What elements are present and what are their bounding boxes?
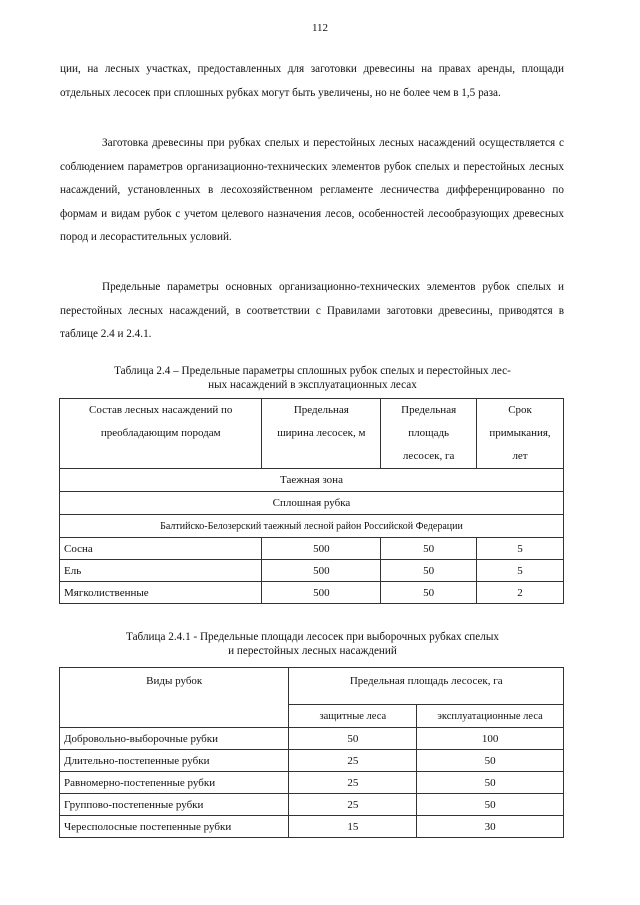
table2-caption-line2: и перестойных лесных насаждений bbox=[228, 645, 397, 657]
header-line: площадь bbox=[408, 427, 450, 439]
cut-kind-cell: Добровольно-выборочные рубки bbox=[60, 728, 289, 750]
header-line: Предельная bbox=[293, 404, 349, 416]
species-cell: Ель bbox=[60, 560, 262, 582]
paragraph-2: Заготовка древесины при рубках спелых и перестойных лесных насаждений осуществляется с соблюдением параметров организационно-технических элементов рубок спелых и перестойных лесных насаждений, установленных в лесохозяйственном регламенте лесничества дифференцированно по формам и видам рубок с учетом целевого назначения лесов, особенностей лесообразующих древесных пород и лесорастительных условий. bbox=[60, 137, 564, 243]
table-row bbox=[60, 582, 564, 604]
operational-cell: 50 bbox=[417, 750, 564, 772]
adjacency-cell: 5 bbox=[477, 538, 564, 560]
table1-header-row bbox=[60, 399, 564, 469]
species-cell: Сосна bbox=[60, 538, 262, 560]
header-line: преобладающим породам bbox=[100, 427, 221, 439]
table1-header-area bbox=[381, 399, 477, 469]
cut-type-row bbox=[60, 492, 564, 515]
width-cell: 500 bbox=[262, 538, 381, 560]
table-row bbox=[60, 794, 564, 816]
table2-header-operational: эксплуатационные леса bbox=[417, 705, 564, 728]
area-cell: 50 bbox=[381, 582, 477, 604]
protective-cell: 25 bbox=[289, 750, 417, 772]
protective-cell: 25 bbox=[289, 794, 417, 816]
area-cell: 50 bbox=[381, 538, 477, 560]
paragraph-3: Предельные параметры основных организационно-технических элементов рубок спелых и перестойных лесных насаждений, в соответствии с Правилами заготовки древесины, приводятся в таблице 2.4 и 2.4.1. bbox=[60, 281, 564, 340]
protective-cell: 50 bbox=[289, 728, 417, 750]
table-row bbox=[60, 728, 564, 750]
table1-caption bbox=[60, 364, 565, 392]
cut-kind-cell: Группово-постепенные рубки bbox=[60, 794, 289, 816]
header-line: лет bbox=[512, 450, 528, 462]
area-cell: 50 bbox=[381, 560, 477, 582]
width-cell: 500 bbox=[262, 582, 381, 604]
table2-caption-line1: Таблица 2.4.1 - Предельные площади лесосек при выборочных рубках спелых bbox=[126, 631, 499, 643]
page-number: 112 bbox=[311, 22, 329, 34]
zone-cell: Таежная зона bbox=[60, 469, 564, 492]
table2-header-max-area: Предельная площадь лесосек, га bbox=[289, 668, 564, 705]
protective-cell: 15 bbox=[289, 816, 417, 838]
header-line: лесосек, га bbox=[402, 450, 455, 462]
region-cell: Балтийско-Белозерский таежный лесной район Российской Федерации bbox=[60, 515, 564, 538]
table1-caption-line2: ных насаждений в эксплуатационных лесах bbox=[208, 379, 417, 391]
table2-header-cut-kind: Виды рубок bbox=[60, 668, 289, 728]
protective-cell: 25 bbox=[289, 772, 417, 794]
header-line: ширина лесосек, м bbox=[277, 427, 366, 439]
cutting-parameters-table bbox=[59, 398, 564, 604]
cut-kind-cell: Длительно-постепенные рубки bbox=[60, 750, 289, 772]
table1-header-adjacency bbox=[477, 399, 564, 469]
adjacency-cell: 2 bbox=[477, 582, 564, 604]
operational-cell: 30 bbox=[417, 816, 564, 838]
header-line: Состав лесных насаждений по bbox=[89, 404, 233, 416]
region-row bbox=[60, 515, 564, 538]
operational-cell: 100 bbox=[417, 728, 564, 750]
table1-header-width bbox=[262, 399, 381, 469]
selective-cutting-table bbox=[59, 667, 564, 838]
cut-type-cell: Сплошная рубка bbox=[60, 492, 564, 515]
width-cell: 500 bbox=[262, 560, 381, 582]
table1-header-species bbox=[60, 399, 262, 469]
table2-header-row bbox=[60, 668, 564, 705]
zone-row bbox=[60, 469, 564, 492]
table2-header-protective: защитные леса bbox=[289, 705, 417, 728]
table-row bbox=[60, 772, 564, 794]
operational-cell: 50 bbox=[417, 794, 564, 816]
header-line: примыкания, bbox=[489, 427, 551, 439]
table1-caption-line1: Таблица 2.4 – Предельные параметры сплошных рубок спелых и перестойных лес- bbox=[114, 365, 511, 377]
table-row bbox=[60, 816, 564, 838]
species-cell: Мягколиственные bbox=[60, 582, 262, 604]
adjacency-cell: 5 bbox=[477, 560, 564, 582]
operational-cell: 50 bbox=[417, 772, 564, 794]
header-line: Срок bbox=[508, 404, 532, 416]
table2-caption bbox=[60, 630, 565, 658]
cut-kind-cell: Чересполосные постепенные рубки bbox=[60, 816, 289, 838]
header-line: Предельная bbox=[401, 404, 457, 416]
paragraph-1: ции, на лесных участках, предоставленных для заготовки древесины на правах аренды, площади отдельных лесосек при сплошных рубках могут быть увеличены, но не более чем в 1,5 раза. bbox=[60, 63, 564, 99]
table-row bbox=[60, 538, 564, 560]
table-row bbox=[60, 560, 564, 582]
table-row bbox=[60, 750, 564, 772]
cut-kind-cell: Равномерно-постепенные рубки bbox=[60, 772, 289, 794]
